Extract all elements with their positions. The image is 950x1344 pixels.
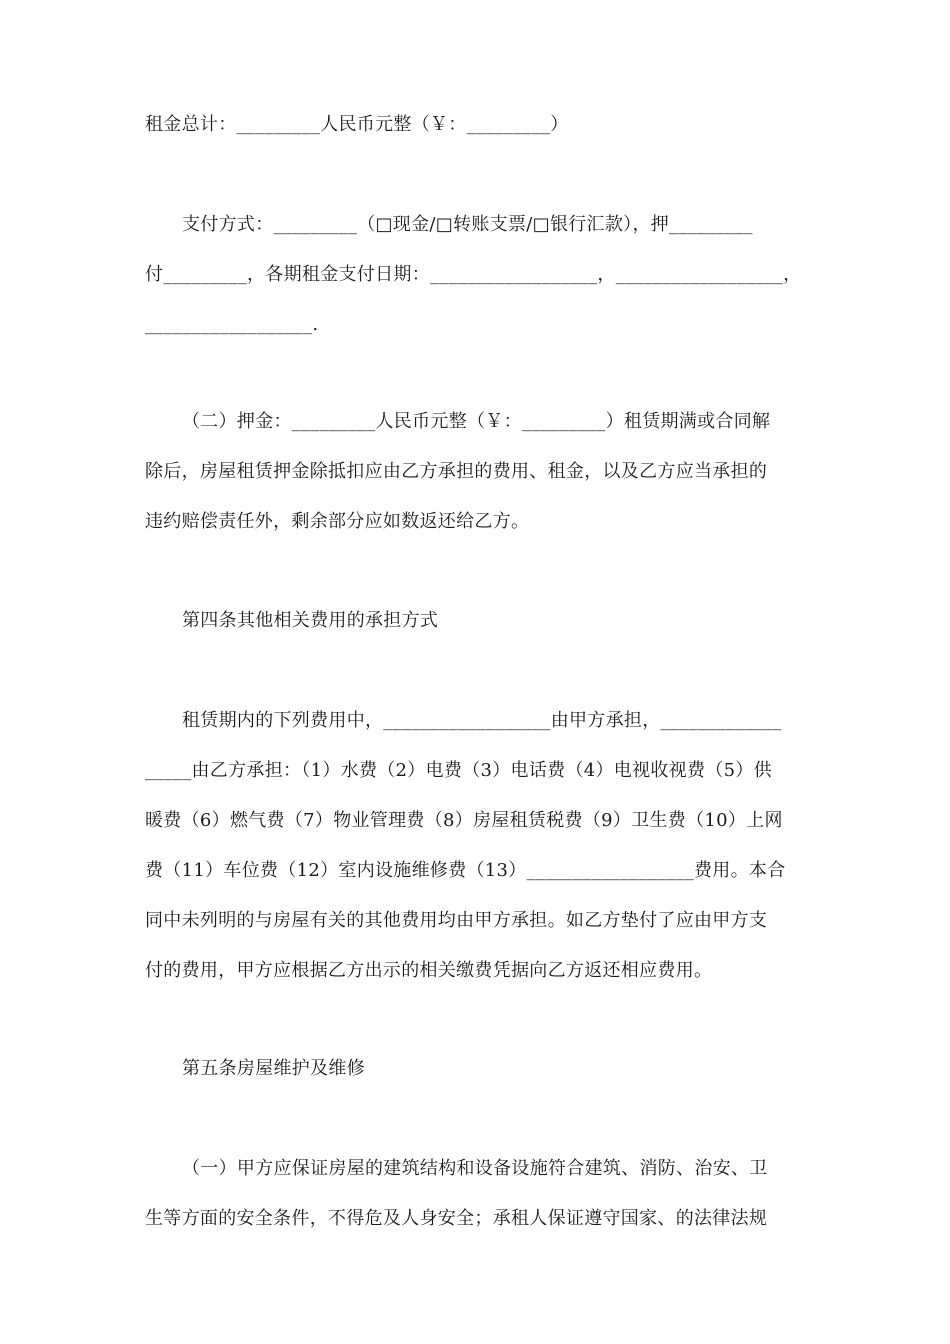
fees-line-6: 付的费用，甲方应根据乙方出示的相关缴费凭据向乙方返还相应费用。: [145, 960, 713, 981]
maintenance-line-1: （一）甲方应保证房屋的建筑结构和设备设施符合建筑、消防、治安、卫: [182, 1158, 768, 1179]
maintenance-line-2: 生等方面的安全条件，不得危及人身安全；承租人保证遵守国家、的法律法规: [145, 1208, 768, 1229]
payment-dates-line-cont: __________________.: [145, 314, 319, 335]
fees-line-5: 同中未列明的与房屋有关的其他费用均由甲方承担。如乙方垫付了应由甲方支: [145, 910, 768, 931]
fees-line-1: 租赁期内的下列费用中，__________________由甲方承担，_____________: [182, 710, 782, 731]
rent-total-line: 租金总计：_________人民币元整（￥：_________）: [145, 114, 569, 135]
fees-line-4: 费（11）车位费（12）室内设施维修费（13）__________________费用。本合: [145, 860, 786, 881]
payment-method-line: 支付方式：_________（□现金/□转账支票/□银行汇款），押_________: [182, 214, 753, 235]
article-5-heading: 第五条房屋维护及维修: [182, 1058, 365, 1079]
deposit-line-cont: 除后，房屋租赁押金除抵扣应由乙方承担的费用、租金，以及乙方应当承担的: [145, 461, 768, 482]
payment-dates-line: 付_________，各期租金支付日期：__________________，__________________，: [145, 264, 802, 285]
fees-line-2: _____由乙方承担：（1）水费（2）电费（3）电话费（4）电视收视费（5）供: [145, 760, 772, 781]
article-4-heading: 第四条其他相关费用的承担方式: [182, 610, 439, 631]
fees-line-3: 暖费（6）燃气费（7）物业管理费（8）房屋租赁税费（9）卫生费（10）上网: [145, 810, 783, 831]
deposit-line: （二）押金：_________人民币元整（￥：_________）租赁期满或合同解: [182, 411, 771, 432]
deposit-line-end: 违约赔偿责任外，剩余部分应如数返还给乙方。: [145, 511, 530, 532]
